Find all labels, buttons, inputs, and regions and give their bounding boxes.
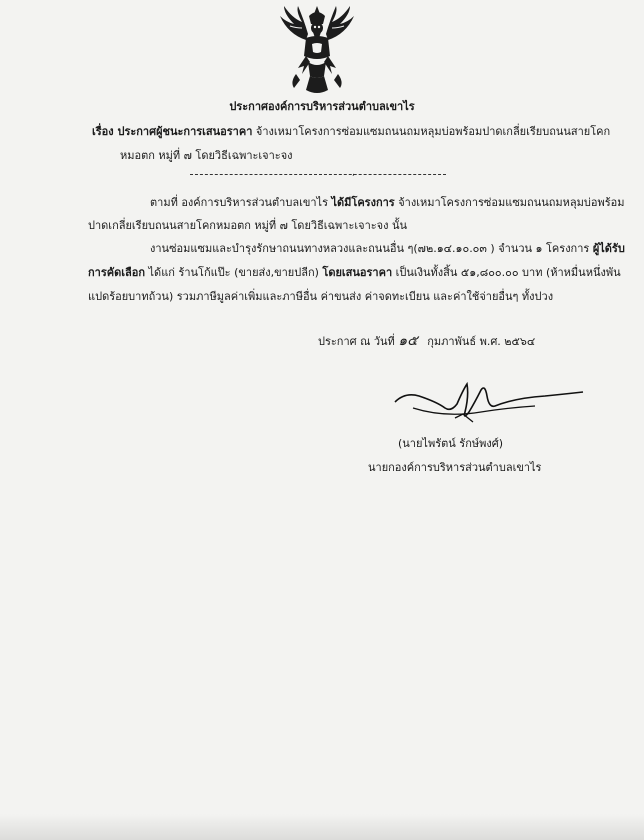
p2-amount: เป็นเงินทั้งสิ้น ๕๑,๘๐๐.๐๐ บาท (ห้าหมื่นหนึ่งพัน bbox=[395, 266, 621, 279]
date-prefix: ประกาศ ณ วันที่ bbox=[318, 335, 395, 348]
p2-price-label: โดยเสนอราคา bbox=[322, 266, 393, 279]
subject-line-2: หมอตก หมู่ที่ ๗ โดยวิธีเฉพาะเจาะจง bbox=[120, 149, 293, 162]
signatory-position: นายกองค์การบริหารส่วนตำบลเขาไร bbox=[368, 461, 542, 474]
p2-selection-label: การคัดเลือก bbox=[88, 266, 146, 279]
paragraph-1-line-2: ปาดเกลี่ยเรียบถนนสายโคกหมอตก หมู่ที่ ๗ โดยวิธีเฉพาะเจาะจง นั้น bbox=[88, 219, 408, 232]
p2-vendor: ได้แก่ ร้านโก้แป๊ะ (ขายส่ง,ขายปลีก) bbox=[148, 266, 319, 279]
garuda-emblem-icon bbox=[276, 4, 358, 96]
paragraph-2-line-1 bbox=[150, 242, 625, 256]
p2-winner-label: ผู้ได้รับ bbox=[592, 242, 625, 255]
date-month-year: กุมภาพันธ์ พ.ศ. ๒๕๖๔ bbox=[427, 335, 536, 348]
p1-rest: จ้างเหมาโครงการซ่อมแซมถนนถมหลุมบ่อพร้อม bbox=[398, 196, 625, 209]
signatory-name: (นายไพรัตน์ รักษ์พงศ์) bbox=[398, 437, 503, 450]
subject-label: เรื่อง ประกาศผู้ชนะการเสนอราคา bbox=[92, 125, 253, 138]
date-day-handwritten: ๑๕ bbox=[398, 333, 418, 349]
subject-line bbox=[92, 125, 610, 139]
separator-tick-mark: , bbox=[352, 168, 355, 178]
subject-text: จ้างเหมาโครงการซ่อมแซมถนนถมหลุมบ่อพร้อมปาดเกลี่ยเรียบถนนสายโคก bbox=[255, 125, 611, 138]
p1-prefix: ตามที่ องค์การบริหารส่วนตำบลเขาไร bbox=[150, 196, 328, 209]
separator-dashed-line bbox=[190, 174, 446, 175]
paragraph-2-line-2 bbox=[88, 266, 621, 280]
signature bbox=[385, 378, 585, 428]
paragraph-2-line-3: แปดร้อยบาทถ้วน) รวมภาษีมูลค่าเพิ่มและภาษีอื่น ค่าขนส่ง ค่าจดทะเบียน และค่าใช้จ่ายอื่นๆ ทั้งปวง bbox=[88, 290, 554, 303]
p2-text: งานซ่อมแซมและบำรุงรักษาถนนทางหลวงและถนนอื่น ๆ(๗๒.๑๔.๑๐.๐๓ ) จำนวน ๑ โครงการ bbox=[150, 242, 590, 255]
announcement-date bbox=[318, 334, 535, 349]
p1-bold: ได้มีโครงการ bbox=[331, 196, 395, 209]
paragraph-1-line-1 bbox=[150, 196, 625, 210]
announcement-title: ประกาศองค์การบริหารส่วนตำบลเขาไร bbox=[229, 100, 415, 113]
